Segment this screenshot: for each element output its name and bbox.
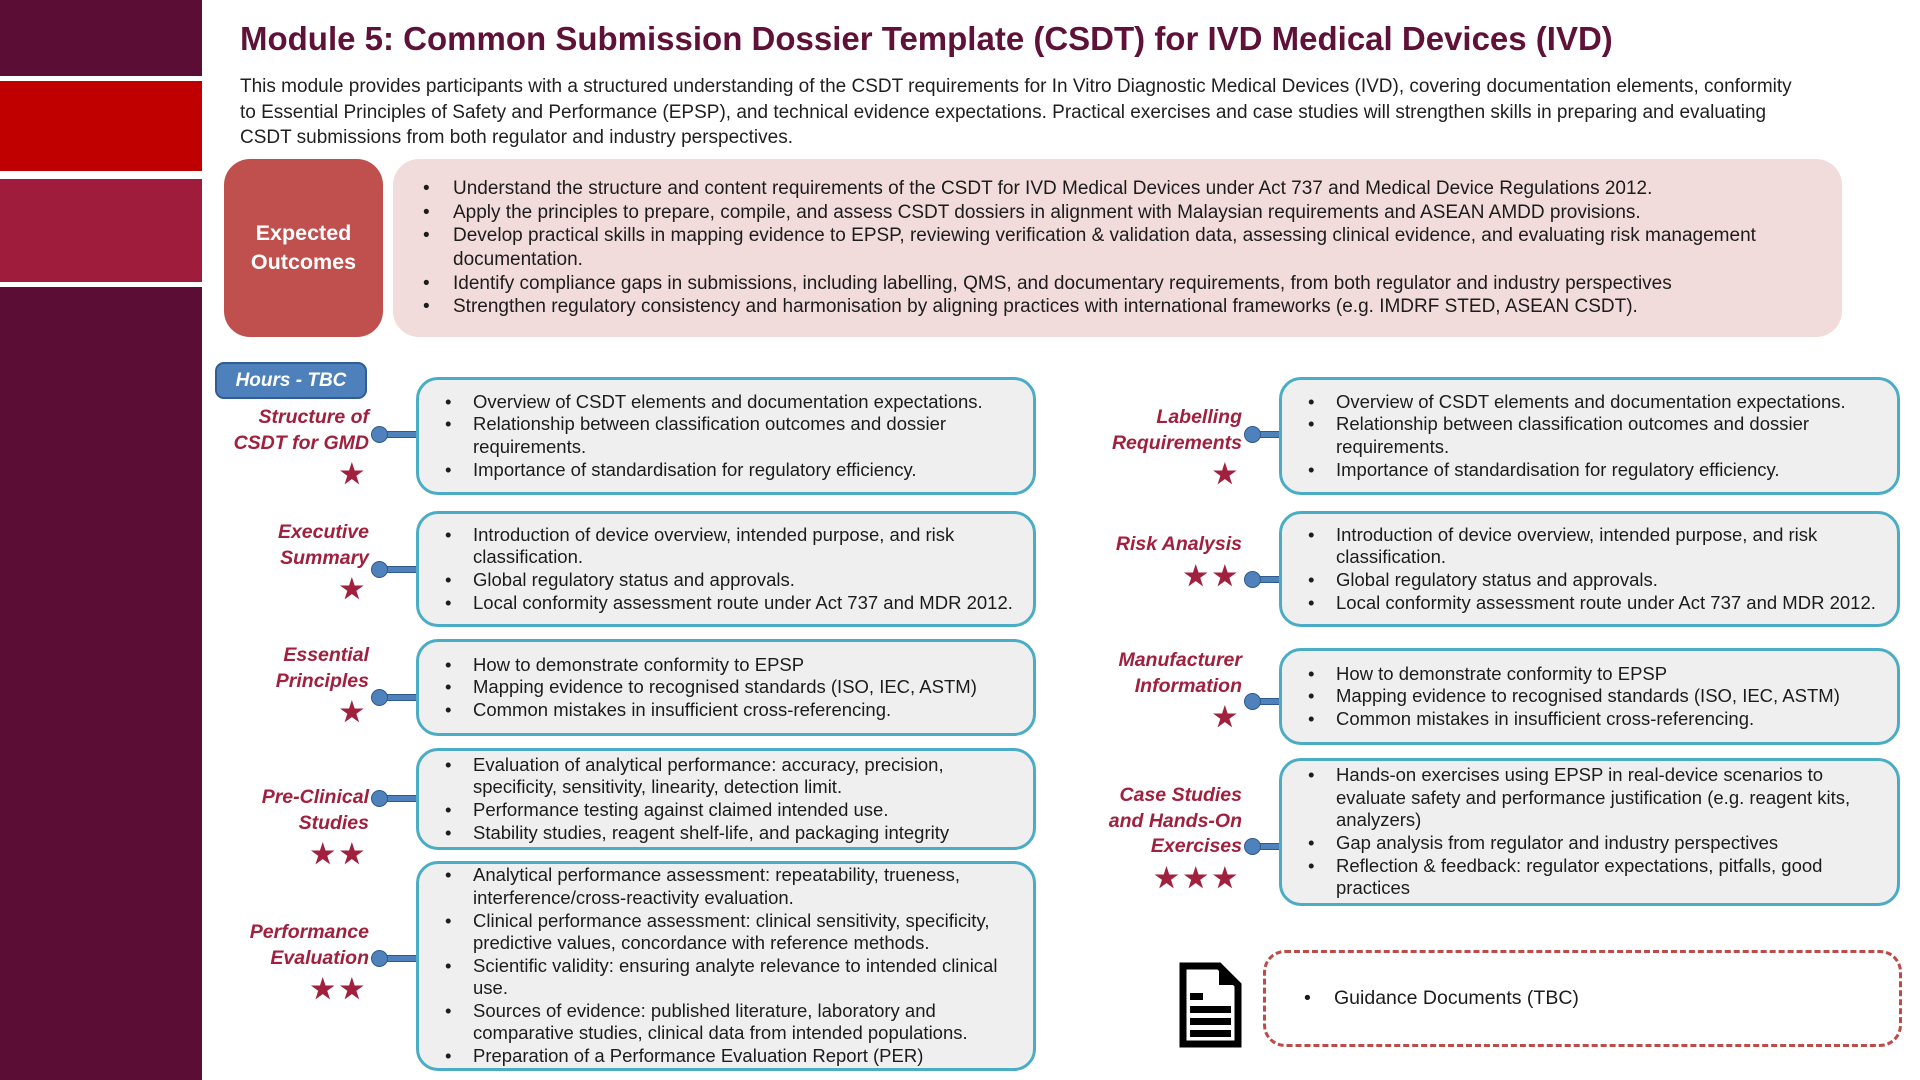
topic-bullet: • Relationship between classification outcomes and dossier requirements. bbox=[1290, 413, 1881, 458]
topic-bullet: • Preparation of a Performance Evaluation Report (PER) bbox=[427, 1045, 1017, 1068]
topic-bullet: • Clinical performance assessment: clinical sensitivity, specificity, predictive values, concordance with reference methods. bbox=[427, 910, 1017, 955]
topic-bullet: • Analytical performance assessment: repeatability, trueness, interference/cross-reactivity evaluation. bbox=[427, 864, 1017, 909]
topic-box-essential-principles bbox=[416, 639, 1036, 736]
outcome-bullet: • Identify compliance gaps in submissions, including labelling, QMS, and documentary requirements, from both regulator and industry perspectives bbox=[407, 272, 1814, 296]
topic-bullet: • Evaluation of analytical performance: accuracy, precision, specificity, sensitivity, linearity, detection limit. bbox=[427, 754, 1017, 799]
intro-text: This module provides participants with a structured understanding of the CSDT requirements for In Vitro Diagnostic Medical Devices (IVD), covering documentation elements, conformity to Essential Principles of Safety and Performance (EPSP), and technical evidence expectations. Practical exercises and case studies will strengthen skills in preparing and evaluating CSDT submissions from both regulator and industry perspectives. bbox=[240, 76, 1792, 149]
topic-bullet: • Common mistakes in insufficient cross-referencing. bbox=[427, 699, 977, 722]
expected-outcomes-panel bbox=[393, 159, 1842, 337]
outcome-bullet: • Develop practical skills in mapping evidence to EPSP, reviewing verification & validation data, assessing clinical evidence, and evaluating risk management documentation. bbox=[407, 224, 1814, 271]
topic-bullet: • How to demonstrate conformity to EPSP bbox=[427, 654, 977, 677]
topic-label-labelling-requirements: Labelling Requirements ★ bbox=[1111, 406, 1242, 490]
topic-bullet: • Gap analysis from regulator and industry perspectives bbox=[1290, 832, 1881, 855]
star-rating: ★★ bbox=[1183, 560, 1242, 591]
topic-bullet: • Mapping evidence to recognised standards (ISO, IEC, ASTM) bbox=[427, 676, 977, 699]
sidebar-band-red bbox=[0, 81, 202, 171]
topic-bullet: • Overview of CSDT elements and documentation expectations. bbox=[427, 391, 1017, 414]
topic-box-pre-clinical-studies bbox=[416, 748, 1036, 850]
star-rating: ★ bbox=[1212, 459, 1242, 490]
topic-label-structure-of-csdt: Structure of CSDT for GMD ★ bbox=[233, 406, 369, 490]
star-rating: ★ bbox=[339, 574, 369, 605]
star-rating: ★ bbox=[339, 459, 369, 490]
hours-badge bbox=[215, 362, 367, 399]
topic-bullet: • Importance of standardisation for regulatory efficiency. bbox=[1290, 459, 1881, 482]
topic-bullet: • Overview of CSDT elements and documentation expectations. bbox=[1290, 391, 1881, 414]
topic-box-labelling-requirements bbox=[1279, 377, 1900, 495]
topic-bullet: • Global regulatory status and approvals. bbox=[427, 569, 1017, 592]
expected-outcomes-label: Expected Outcomes bbox=[250, 220, 357, 274]
topic-bullet: • Mapping evidence to recognised standards (ISO, IEC, ASTM) bbox=[1290, 685, 1840, 708]
sidebar-band-maroon-bottom bbox=[0, 287, 202, 1080]
topic-label-manufacturer-information: Manufacturer Information ★ bbox=[1118, 649, 1242, 733]
topic-bullet: • Relationship between classification outcomes and dossier requirements. bbox=[427, 413, 1017, 458]
star-rating: ★★★ bbox=[1154, 863, 1242, 894]
topic-box-manufacturer-information bbox=[1279, 648, 1900, 745]
topic-bullet: • Performance testing against claimed intended use. bbox=[427, 799, 1017, 822]
outcome-bullet: • Understand the structure and content requirements of the CSDT for IVD Medical Devices under Act 737 and Medical Device Regulations 2012. bbox=[407, 177, 1814, 201]
guidance-bullet: • Guidance Documents (TBC) bbox=[1288, 987, 1579, 1010]
topic-label-risk-analysis: Risk Analysis ★★ bbox=[1115, 533, 1242, 591]
topic-box-risk-analysis bbox=[1279, 511, 1900, 627]
connector-line bbox=[1249, 698, 1281, 705]
connector-line bbox=[1249, 431, 1281, 438]
topic-bullet: • Sources of evidence: published literature, laboratory and comparative studies, clinical data from intended populations. bbox=[427, 1000, 1017, 1045]
sidebar-band-crimson bbox=[0, 179, 202, 282]
outcome-bullet: • Apply the principles to prepare, compile, and assess CSDT dossiers in alignment with Malaysian requirements and ASEAN AMDD provisions. bbox=[407, 201, 1814, 225]
connector-line bbox=[376, 694, 418, 701]
sidebar-band-maroon-top bbox=[0, 0, 202, 76]
topic-box-structure-of-csdt bbox=[416, 377, 1036, 495]
topic-label-essential-principles: Essential Principles ★ bbox=[275, 644, 369, 728]
page-title: Module 5: Common Submission Dossier Template (CSDT) for IVD Medical Devices (IVD) bbox=[240, 20, 1613, 57]
hours-badge-label: Hours - TBC bbox=[235, 369, 347, 391]
topic-box-executive-summary bbox=[416, 511, 1036, 627]
sidebar bbox=[0, 0, 202, 1080]
star-rating: ★★ bbox=[310, 974, 369, 1005]
star-rating: ★ bbox=[1212, 702, 1242, 733]
topic-label-performance-evaluation: Performance Evaluation ★★ bbox=[249, 921, 369, 1005]
guidance-box bbox=[1263, 950, 1902, 1047]
topic-bullet: • Introduction of device overview, intended purpose, and risk classification. bbox=[1290, 524, 1881, 569]
connector-line bbox=[376, 566, 418, 573]
star-rating: ★ bbox=[339, 697, 369, 728]
connector-line bbox=[376, 795, 418, 802]
topic-bullet: • Stability studies, reagent shelf-life, and packaging integrity bbox=[427, 822, 1017, 845]
topic-bullet: • Scientific validity: ensuring analyte relevance to intended clinical use. bbox=[427, 955, 1017, 1000]
topic-bullet: • Global regulatory status and approvals. bbox=[1290, 569, 1881, 592]
topic-bullet: • Reflection & feedback: regulator expectations, pitfalls, good practices bbox=[1290, 855, 1881, 900]
topic-bullet: • Local conformity assessment route under Act 737 and MDR 2012. bbox=[427, 592, 1017, 615]
expected-outcomes-label-box bbox=[224, 159, 383, 337]
star-rating: ★★ bbox=[310, 839, 369, 870]
connector-line bbox=[1249, 843, 1281, 850]
topic-bullet: • How to demonstrate conformity to EPSP bbox=[1290, 663, 1840, 686]
topic-box-case-studies-hands-on bbox=[1279, 758, 1900, 906]
outcome-bullet: • Strengthen regulatory consistency and harmonisation by aligning practices with international frameworks (e.g. IMDRF STED, ASEAN CSDT). bbox=[407, 295, 1814, 319]
topic-bullet: • Common mistakes in insufficient cross-referencing. bbox=[1290, 708, 1840, 731]
document-icon bbox=[1176, 962, 1244, 1048]
topic-label-executive-summary: Executive Summary ★ bbox=[277, 521, 369, 605]
topic-label-pre-clinical-studies: Pre-Clinical Studies ★★ bbox=[261, 786, 369, 870]
topic-box-performance-evaluation bbox=[416, 861, 1036, 1071]
topic-label-case-studies-hands-on: Case Studies and Hands-On Exercises ★★★ bbox=[1108, 784, 1242, 894]
connector-line bbox=[376, 431, 418, 438]
expected-outcomes-list bbox=[407, 177, 1814, 318]
connector-line bbox=[1249, 576, 1281, 583]
topic-bullet: • Local conformity assessment route under Act 737 and MDR 2012. bbox=[1290, 592, 1881, 615]
connector-line bbox=[376, 955, 418, 962]
topic-bullet: • Introduction of device overview, intended purpose, and risk classification. bbox=[427, 524, 1017, 569]
topic-bullet: • Hands-on exercises using EPSP in real-device scenarios to evaluate safety and performance justification (e.g. reagent kits, analyzers) bbox=[1290, 764, 1881, 832]
topic-bullet: • Importance of standardisation for regulatory efficiency. bbox=[427, 459, 1017, 482]
